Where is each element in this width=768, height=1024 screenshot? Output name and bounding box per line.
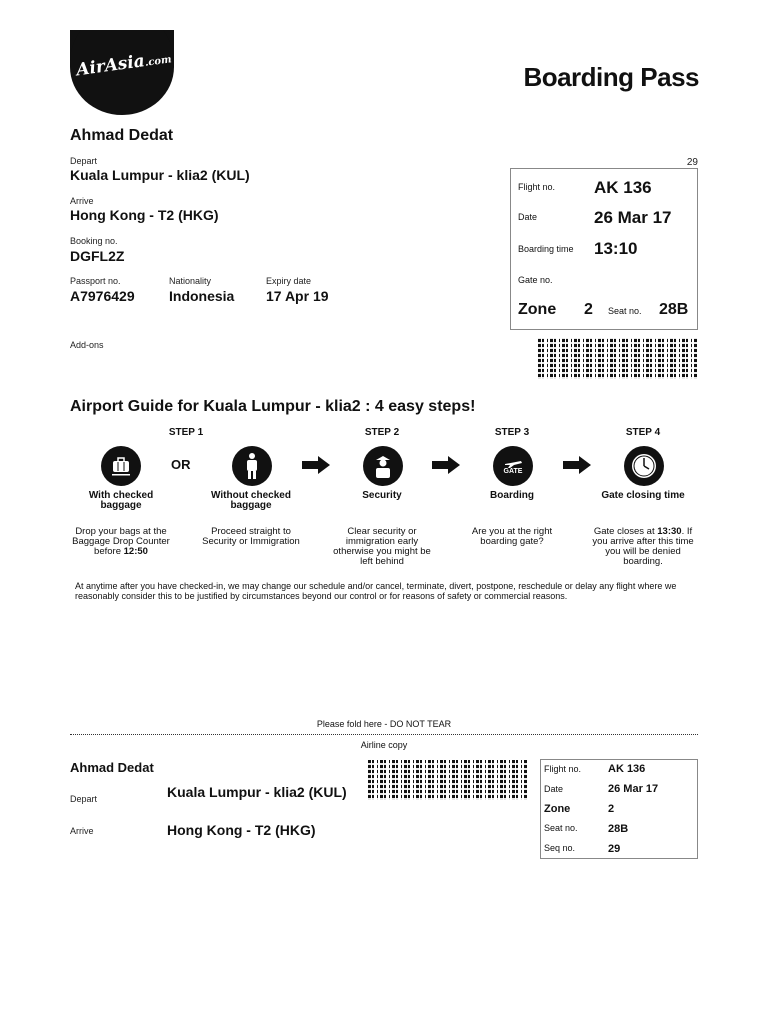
stub-passenger-name: Ahmad Dedat: [70, 760, 154, 775]
booking-value: DGFL2Z: [70, 248, 125, 264]
addons-label: Add-ons: [70, 340, 104, 350]
passport-value: A7976429: [70, 288, 135, 304]
step2-label: STEP 2: [364, 427, 400, 438]
stub-date-value: 26 Mar 17: [608, 783, 659, 795]
arrive-value: Hong Kong - T2 (HKG): [70, 207, 219, 223]
step4-label: STEP 4: [625, 427, 661, 438]
zone-value: 2: [584, 301, 593, 318]
page-title: Boarding Pass: [523, 62, 699, 92]
caption-without-baggage: Without checked baggage: [211, 490, 291, 511]
desc-checked-baggage: Drop your bags at the Baggage Drop Counter before 12:50: [72, 526, 170, 557]
expiry-label: Expiry date: [266, 276, 312, 286]
flight-info-box: [510, 168, 698, 330]
desc-without-baggage: Proceed straight to Security or Immigration: [202, 526, 300, 547]
desc-gate-closing: Gate closes at 13:30. If you arrive after this time you will be denied boarding.: [592, 526, 694, 567]
expiry-value: 17 Apr 19: [266, 288, 329, 304]
stub-seat-value: 28B: [608, 823, 629, 835]
stub-depart-value: Kuala Lumpur - klia2 (KUL): [167, 784, 347, 800]
caption-boarding: Boarding: [490, 490, 534, 501]
passport-label: Passport no.: [70, 276, 121, 286]
boarding-time-label: Boarding time: [518, 244, 574, 254]
desc-security: Clear security or immigration early otherwise you might be left behind: [333, 526, 431, 567]
depart-value: Kuala Lumpur - klia2 (KUL): [70, 167, 250, 183]
stub-date-label: Date: [544, 784, 564, 794]
flight-value: AK 136: [594, 178, 652, 197]
caption-checked-baggage: With checked baggage: [88, 490, 154, 511]
arrow-right-icon: [563, 456, 591, 474]
stub-seq-value: 29: [608, 843, 621, 855]
stub-flight-value: AK 136: [608, 763, 646, 775]
passenger-name: Ahmad Dedat: [70, 127, 174, 144]
airline-copy-label: Airline copy: [360, 740, 408, 750]
fold-line: [70, 734, 698, 735]
arrow-right-icon: [302, 456, 330, 474]
stub-seat-label: Seat no.: [544, 823, 578, 833]
nationality-value: Indonesia: [169, 288, 235, 304]
nationality-label: Nationality: [169, 276, 212, 286]
caption-security: Security: [362, 490, 402, 501]
clock-icon: [624, 446, 664, 486]
stub-seq-label: Seq no.: [544, 843, 576, 853]
boarding-time-value: 13:10: [594, 239, 638, 258]
step3-label: STEP 3: [494, 427, 530, 438]
booking-label: Booking no.: [70, 236, 118, 246]
stub-barcode: [368, 760, 528, 800]
disclaimer: At anytime after you have checked-in, we may change our schedule and/or cancel, terminate, divert, postpone, reschedule or delay any flight where we reasonably consider this to be justified by circumstances beyond our control or for reasons of safety or commercial reasons.: [75, 581, 677, 601]
luggage-icon: [101, 446, 141, 486]
depart-label: Depart: [70, 156, 98, 166]
stub-depart-label: Depart: [70, 794, 98, 804]
seat-label: Seat no.: [608, 306, 642, 316]
flight-label: Flight no.: [518, 182, 556, 192]
airasia-logo: AirAsia.com: [70, 30, 174, 115]
seat-value: 28B: [659, 301, 689, 318]
sequence-number: 29: [686, 157, 698, 168]
fold-instruction: Please fold here - DO NOT TEAR: [316, 719, 452, 729]
arrive-label: Arrive: [70, 196, 94, 206]
desc-boarding: Are you at the right boarding gate?: [471, 526, 553, 547]
guide-title: Airport Guide for Kuala Lumpur - klia2 : 4 easy steps!: [70, 398, 476, 415]
arrow-right-icon: [432, 456, 460, 474]
step1-label: STEP 1: [168, 427, 204, 438]
gate-label: Gate no.: [518, 275, 553, 285]
date-label: Date: [518, 212, 538, 222]
or-label: OR: [171, 457, 191, 472]
stub-zone-value: 2: [608, 803, 615, 815]
caption-gate-closing: Gate closing time: [601, 490, 685, 501]
zone-label: Zone: [518, 301, 557, 318]
stub-flight-box: [540, 759, 698, 859]
stub-arrive-value: Hong Kong - T2 (HKG): [167, 822, 316, 838]
date-value: 26 Mar 17: [594, 208, 672, 227]
security-officer-icon: [363, 446, 403, 486]
stub-zone-label: Zone: [544, 803, 571, 815]
stub-arrive-label: Arrive: [70, 826, 94, 836]
boarding-barcode: [538, 338, 698, 379]
stub-flight-label: Flight no.: [544, 764, 582, 774]
person-icon: [232, 446, 272, 486]
gate-icon: GATE: [493, 446, 533, 486]
